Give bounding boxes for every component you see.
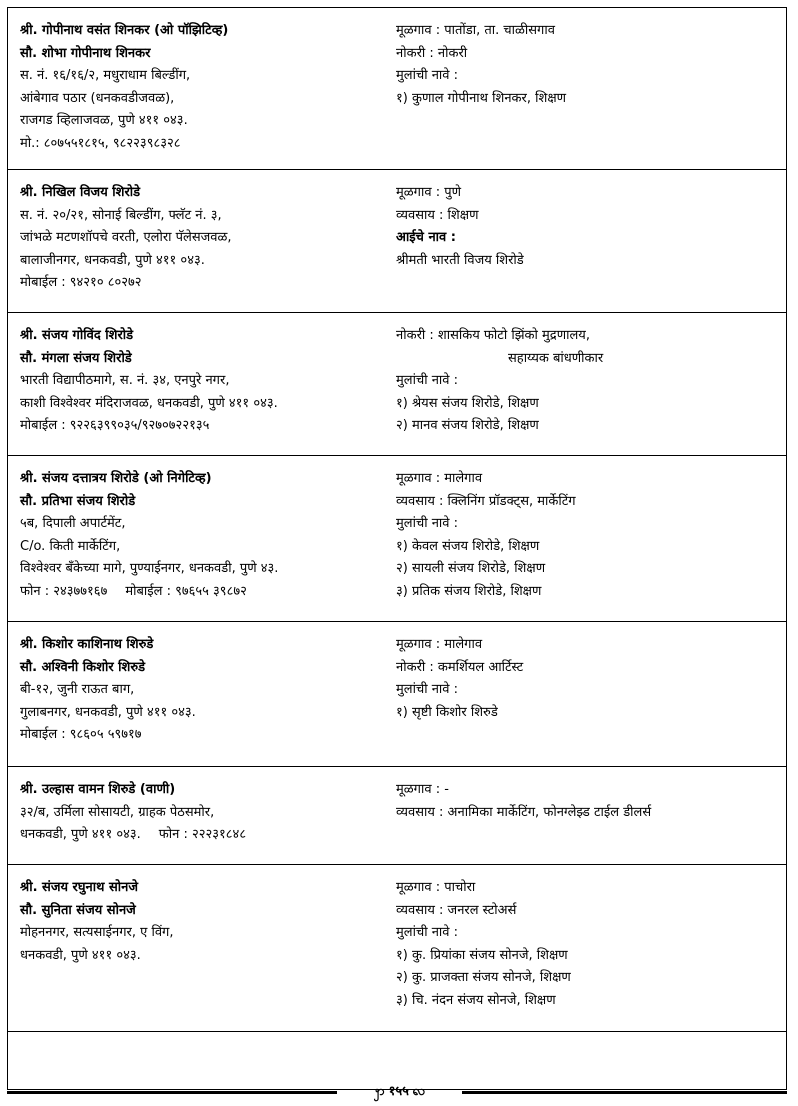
- entry-contact-column: [20, 20, 400, 155]
- detail-line: [396, 370, 776, 393]
- line-text: १) श्रेयस संजय शिरोडे, शिक्षण: [396, 395, 539, 411]
- line-text: व्यवसाय : जनरल स्टोअर्स: [396, 902, 517, 918]
- detail-line: [396, 182, 776, 205]
- detail-line: [396, 702, 776, 725]
- footer-rule-right: [462, 1091, 787, 1094]
- line-text: सौ. प्रतिभा संजय शिरोडे: [20, 493, 136, 509]
- line-text: श्री. गोपीनाथ वसंत शिनकर (ओ पॉझिटिव्ह): [20, 23, 229, 38]
- line-text: श्री. संजय रघुनाथ सोनजे: [20, 880, 138, 895]
- line-text: सौ. मंगला संजय शिरोडे: [20, 350, 132, 366]
- contact-line: [20, 513, 400, 536]
- line-text: मोबाईल : ९४२१० ८०२७२: [20, 275, 142, 290]
- line-text: मुलांची नावे :: [396, 516, 459, 531]
- contact-line: [20, 945, 400, 968]
- line-text: मुलांची नावे :: [396, 925, 459, 940]
- detail-line: [396, 513, 776, 536]
- line-text: भारती विद्यापीठमागे, स. नं. ३४, एनपुरे नगर,: [20, 373, 230, 388]
- entry-details-column: [396, 468, 776, 603]
- line-text: सौ. शोभा गोपीनाथ शिनकर: [20, 45, 151, 61]
- line-text-secondary: मोबाईल : ९७६५५ ३९८७२: [125, 583, 247, 599]
- member-directory: [7, 7, 787, 1090]
- line-text: काशी विश्वेश्वर मंदिराजवळ, धनकवडी, पुणे ४११ ०४३.: [20, 395, 278, 411]
- contact-line: [20, 558, 400, 581]
- entry-contact-column: [20, 182, 400, 295]
- line-text: ५ब, दिपाली अपार्टमेंट,: [20, 516, 126, 531]
- line-text: श्री. संजय दत्तात्रय शिरोडे (ओ निगेटिव्ह): [20, 471, 212, 486]
- entry-contact-column: [20, 468, 400, 603]
- footer-rule-left: [7, 1091, 337, 1094]
- line-text: नोकरी : कमर्शियल आर्टिस्ट: [396, 659, 524, 675]
- line-text: १) कु. प्रियांका संजय सोनजे, शिक्षण: [396, 947, 568, 963]
- line-text: विश्वेश्वर बँकेच्या मागे, पुण्याईनगर, धनकवडी, पुणे ४३.: [20, 561, 279, 576]
- detail-line: [396, 88, 776, 111]
- line-text: बी-१२, जुनी राऊत बाग,: [20, 682, 135, 697]
- line-text: १) केवल संजय शिरोडे, शिक्षण: [396, 538, 540, 554]
- line-text: श्री. निखिल विजय शिरोडे: [20, 185, 141, 200]
- line-text: ३२/ब, उर्मिला सोसायटी, ग्राहक पेठसमोर,: [20, 804, 215, 820]
- line-text: मोहननगर, सत्यसाईनगर, ए विंग,: [20, 925, 174, 940]
- line-text: व्यवसाय : अनामिका मार्केटिंग, फोनग्लेझ्ड टाईल डीलर्स: [396, 804, 652, 820]
- line-text: आईचे नाव :: [396, 230, 456, 245]
- contact-line: [20, 922, 400, 945]
- contact-line: [20, 724, 400, 747]
- line-text: नोकरी : नोकरी: [396, 45, 468, 61]
- detail-line: [396, 20, 776, 43]
- contact-line: [20, 581, 400, 604]
- detail-line: [396, 348, 776, 371]
- entry-details-column: [396, 877, 776, 1012]
- contact-line: [20, 491, 400, 514]
- contact-line: [20, 802, 400, 825]
- line-text: मूळगाव : मालेगाव: [396, 637, 483, 652]
- entry-contact-column: [20, 779, 400, 847]
- contact-line: [20, 227, 400, 250]
- directory-entry: [8, 313, 786, 456]
- line-text: १) सृष्टी किशोर शिरुडे: [396, 704, 498, 720]
- line-text: मोबाईल : ९८६०५ ५९७१७: [20, 727, 142, 742]
- line-text: १) कुणाल गोपीनाथ शिनकर, शिक्षण: [396, 90, 567, 106]
- contact-line: [20, 20, 400, 43]
- directory-entry: [8, 865, 786, 1032]
- detail-line: [396, 65, 776, 88]
- detail-line: [396, 802, 776, 825]
- contact-line: [20, 110, 400, 133]
- line-text: बालाजीनगर, धनकवडी, पुणे ४११ ०४३.: [20, 252, 205, 268]
- line-text: स. नं. १६/१६/२, मधुराधाम बिल्डींग,: [20, 68, 191, 83]
- detail-line: [396, 900, 776, 923]
- line-text: ३) चि. नंदन संजय सोनजे, शिक्षण: [396, 992, 556, 1008]
- contact-line: [20, 900, 400, 923]
- line-text: जांभळे मटणशॉपचे वरती, एलोरा पॅलेसजवळ,: [20, 230, 232, 245]
- contact-line: [20, 877, 400, 900]
- line-text: ३) प्रतिक संजय शिरोडे, शिक्षण: [396, 583, 542, 599]
- line-text: मूळगाव : पुणे: [396, 185, 461, 200]
- detail-line: [396, 558, 776, 581]
- detail-line: [396, 634, 776, 657]
- ornament-left-icon: ꩭ: [373, 1084, 385, 1099]
- line-text: फोन : २४३७७१६७: [20, 583, 108, 599]
- detail-line: [396, 922, 776, 945]
- detail-line: [396, 205, 776, 228]
- line-text: श्री. संजय गोविंद शिरोडे: [20, 328, 134, 343]
- line-text: नोकरी : शासकिय फोटो झिंको मुद्रणालय,: [396, 328, 590, 343]
- contact-line: [20, 182, 400, 205]
- detail-line: [396, 491, 776, 514]
- line-text: धनकवडी, पुणे ४११ ०४३.: [20, 947, 141, 963]
- contact-line: [20, 779, 400, 802]
- contact-line: [20, 88, 400, 111]
- page-number: १५५: [388, 1084, 409, 1099]
- contact-line: [20, 325, 400, 348]
- detail-line: [396, 581, 776, 604]
- detail-line: [396, 779, 776, 802]
- contact-line: [20, 634, 400, 657]
- ornament-right-icon: ꩮ: [412, 1084, 426, 1099]
- directory-entry: [8, 622, 786, 767]
- line-text: सौ. अश्विनी किशोर शिरुडे: [20, 659, 146, 675]
- line-text: मूळगाव : पातोंडा, ता. चाळीसगाव: [396, 23, 555, 38]
- page-footer: [7, 1082, 787, 1102]
- line-text: मूळगाव : मालेगाव: [396, 471, 483, 486]
- line-text: मूळगाव : -: [396, 782, 449, 797]
- entry-details-column: [396, 20, 776, 110]
- contact-line: [20, 536, 400, 559]
- directory-entry: [8, 170, 786, 313]
- line-text: धनकवडी, पुणे ४११ ०४३.: [20, 827, 141, 842]
- line-text: मुलांची नावे :: [396, 68, 459, 83]
- line-text: C/o. किती मार्केटिंग,: [20, 538, 121, 554]
- contact-line: [20, 679, 400, 702]
- line-text: श्री. किशोर काशिनाथ शिरुडे: [20, 637, 154, 652]
- detail-line: [396, 990, 776, 1013]
- line-text: २) सायली संजय शिरोडे, शिक्षण: [396, 561, 546, 576]
- contact-line: [20, 250, 400, 273]
- detail-line: [396, 657, 776, 680]
- line-text: २) मानव संजय शिरोडे, शिक्षण: [396, 418, 539, 433]
- detail-line: [396, 945, 776, 968]
- detail-line: [396, 415, 776, 438]
- entry-details-column: [396, 779, 776, 824]
- entry-details-column: [396, 634, 776, 724]
- line-text: राजगड व्हिलाजवळ, पुणे ४११ ०४३.: [20, 113, 188, 128]
- line-text: आंबेगाव पठार (धनकवडीजवळ),: [20, 90, 175, 106]
- line-text: मोबाईल : ९२२६३९९०३५/९२७०७२२१३५: [20, 418, 210, 433]
- line-text: गुलाबनगर, धनकवडी, पुणे ४११ ०४३.: [20, 704, 196, 720]
- detail-line: [396, 877, 776, 900]
- directory-entry: [8, 8, 786, 170]
- contact-line: [20, 133, 400, 156]
- line-text: मूळगाव : पाचोरा: [396, 880, 476, 895]
- contact-line: [20, 370, 400, 393]
- detail-line: [396, 967, 776, 990]
- directory-entry: [8, 456, 786, 622]
- contact-line: [20, 43, 400, 66]
- line-text: श्री. उल्हास वामन शिरुडे (वाणी): [20, 782, 176, 797]
- line-text: मुलांची नावे :: [396, 373, 459, 388]
- contact-line: [20, 348, 400, 371]
- contact-line: [20, 702, 400, 725]
- page-number-label: [337, 1082, 462, 1102]
- detail-line: [396, 227, 776, 250]
- line-text: सहाय्यक बांधणीकार: [508, 350, 604, 366]
- detail-line: [396, 250, 776, 273]
- line-text: सौ. सुनिता संजय सोनजे: [20, 902, 136, 918]
- entry-contact-column: [20, 634, 400, 747]
- directory-entry: [8, 767, 786, 865]
- entry-contact-column: [20, 325, 400, 438]
- line-text: स. नं. २०/२१, सोनाई बिल्डींग, फ्लॅट नं. ३,: [20, 207, 222, 223]
- contact-line: [20, 65, 400, 88]
- detail-line: [396, 325, 776, 348]
- entry-details-column: [396, 182, 776, 272]
- line-text: व्यवसाय : शिक्षण: [396, 207, 479, 223]
- detail-line: [396, 43, 776, 66]
- detail-line: [396, 536, 776, 559]
- line-text-secondary: फोन : २२२३१८४८: [158, 827, 247, 842]
- contact-line: [20, 468, 400, 491]
- contact-line: [20, 415, 400, 438]
- contact-line: [20, 393, 400, 416]
- line-text: मुलांची नावे :: [396, 682, 459, 697]
- detail-line: [396, 468, 776, 491]
- entry-contact-column: [20, 877, 400, 967]
- detail-line: [396, 679, 776, 702]
- contact-line: [20, 657, 400, 680]
- line-text: श्रीमती भारती विजय शिरोडे: [396, 252, 524, 268]
- line-text: व्यवसाय : क्लिनिंग प्रॉडक्ट्स, मार्केटिंग: [396, 493, 576, 509]
- line-text: मो.: ८०७५५१८१५, ९८२२३९८३२८: [20, 135, 181, 151]
- line-text: २) कु. प्राजक्ता संजय सोनजे, शिक्षण: [396, 970, 571, 985]
- contact-line: [20, 824, 400, 847]
- contact-line: [20, 205, 400, 228]
- contact-line: [20, 272, 400, 295]
- detail-line: [396, 393, 776, 416]
- entry-details-column: [396, 325, 776, 438]
